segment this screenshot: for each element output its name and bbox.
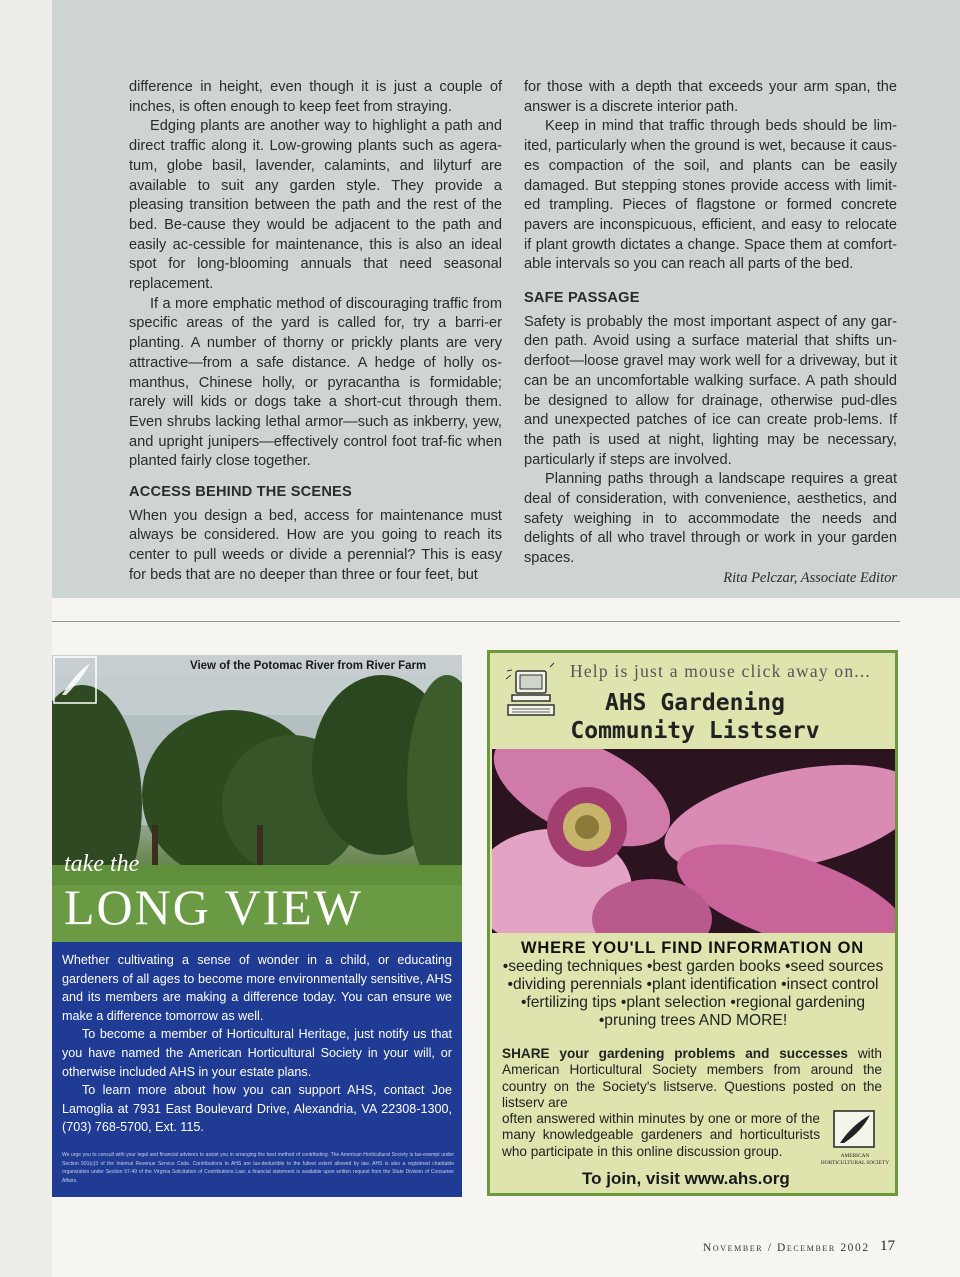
topic-item: AND MORE! [698,1012,788,1029]
topic-item: •plant identification [646,976,777,993]
page-number: 17 [880,1238,895,1254]
article-paragraph: Safety is probably the most important aspect of any gar-den path. Avoid using a surface material that shifts un-derfoot—loose gravel may work well for a driveway, but it can be an uncomfortable walking surface. A path should be designed to allow for drainage, otherwise pud-dles and unexpected patches of ice can create prob-lems. If the path is used at night, lighting may be necessary, particularly if steps are involved. [524,313,897,468]
topic-item: •plant selection [620,994,727,1011]
quill-logo-icon [52,655,98,705]
article-paragraph: Edging plants are another way to highlight a path and direct traffic along it. Low-growing plants such as agera-tum, globe basil, lavender, calamints, and lilyturf are available to suit any garden style. They provide a pleasing transition between the path and the rest of the bed. Be-cause they would be adjacent to the path and easily ac-cessible for maintenance, this is also an ideal spot for long-blooming annuals that need seasonal replacement. [129,118,502,293]
author-byline: Rita Pelczar, Associate Editor [723,569,897,586]
ad-title-line: Community Listserv [570,718,820,744]
ad-headline: LONG VIEW [64,879,363,935]
article-paragraph: Keep in mind that traffic through beds should be lim-ited, particularly when the ground is wet, because it caus-es compaction of the soil, and plants can be easily damaged. But stepping stones provide access with limit-ed trampling. Pieces of flagstone or formed concrete pavers are inconspicuous, efficient, and easy to relocate if plant growth dictates a change. Space them at comfort-able intervals so you can reach all parts of the bed. [524,118,897,273]
topic-item: •best garden books [646,958,781,975]
article-paragraph: Planning paths through a landscape requires a great deal of consideration, with convenience, aesthetics, and safety weighing in to accommodate the needs and delights of all who travel through or work in your garden spaces. [524,471,897,567]
topic-item: •pruning trees [598,1012,696,1029]
issue-footer: November / December 2002 [703,1242,870,1254]
share-paragraph [502,1046,882,1111]
share-text: with American Horticultural Society members from around the country on the Society's listserve. Questions posted on the listserv are [502,1046,882,1110]
ad-fine-print: We urge you to consult with your legal and financial advisors to assist you in arranging the best method of contributing. The American Horticultural Society is tax-exempt under Section 501(c)3 of the Internal Revenue Service Code. Contributions to AHS are tax-deductible to the fullest extent allowed by law. AHS is also a registered charitable organization under Section 57-49 of the Virginia Solicitation of Contributions Law; a financial statement is available upon written request from the State Division of Consumer Affairs. [62,1152,454,1184]
ad-title-line: AHS Gardening [604,690,785,716]
topic-item: •dividing perennials [507,976,643,993]
topics-heading: WHERE YOU'LL FIND INFORMATION ON [520,939,864,957]
topic-item: •insect control [781,976,879,993]
join-link[interactable]: To join, visit www.ahs.org [582,1169,790,1188]
heritage-ad [52,655,462,1197]
topic-item: •seed sources [785,958,884,975]
article-paragraph: When you design a bed, access for maintenance must always be considered. How are you going to reach its center to pull weeds or divide a perennial? This is easy for beds that are no deeper than three or four feet, but [129,507,502,583]
topic-item: •seeding techniques [502,958,643,975]
share-lead: SHARE your gardening problems and successes [502,1046,848,1061]
section-heading: SAFE PASSAGE [524,290,640,307]
ahs-logo-text: AMERICAN HORTICULTURAL SOCIETY [820,1153,890,1166]
ad-intro-line: Help is just a mouse click away on... [570,661,872,681]
article-paragraph: for those with a depth that exceeds your arm span, the answer is a discrete interior path. [524,79,897,115]
ad-title [550,689,840,745]
ad-paragraph: To learn more about how you can support AHS, contact Joe Lamoglia at 7931 East Boulevard Drive, Alexandria, VA 22308-1300, (703) 768-5700, Ext. 115. [62,1083,452,1135]
ad-paragraph: To become a member of Horticultural Heritage, just notify us that you have named the American Horticultural Society in your will, or otherwise included AHS in your estate plans. [62,1027,452,1079]
clematis-photo [492,749,895,933]
divider-rule [52,621,900,622]
section-heading: ACCESS BEHIND THE SCENES [129,484,352,501]
page-gutter [0,0,52,1277]
topic-item: •regional gardening [730,994,866,1011]
topics-list [498,958,888,1030]
ad-paragraph: Whether cultivating a sense of wonder in a child, or educating gardeners of all ages to become more environmentally sensitive, AHS and its members are making a difference today. You can ensure we make a difference tomorrow as well. [62,953,452,1023]
article-paragraph: difference in height, even though it is just a couple of inches, is often enough to keep feet from straying. [129,79,502,115]
article-right-column [524,78,897,589]
article-left-column [129,78,502,586]
ad-tagline: take the [64,851,140,877]
share-continued: often answered within minutes by one or more of the many knowledgeable gardeners and horticulturists who participate in this online discussion group. [502,1111,820,1159]
river-photo [52,655,462,942]
article-paragraph: If a more emphatic method of discouraging traffic from specific areas of the yard is called for, try a barri-er planting. A number of thorny or prickly plants are very attractive—from a safe distance. A hedge of holly os-manthus, Chinese holly, or pyracantha is formidable; rarely will kids or dogs take a short-cut through them. Even shrubs lacking lethal armor—such as inkberry, yew, and upright junipers—effectively control foot traf-fic when planted fairly close together. [129,295,502,470]
photo-caption: View of the Potomac River from River Farm [190,660,427,672]
listserv-ad [487,650,898,1196]
topic-item: •fertilizing tips [520,994,617,1011]
ahs-logo-icon [828,1109,882,1149]
flower-illustration [492,749,895,933]
ad-body [62,951,452,1137]
